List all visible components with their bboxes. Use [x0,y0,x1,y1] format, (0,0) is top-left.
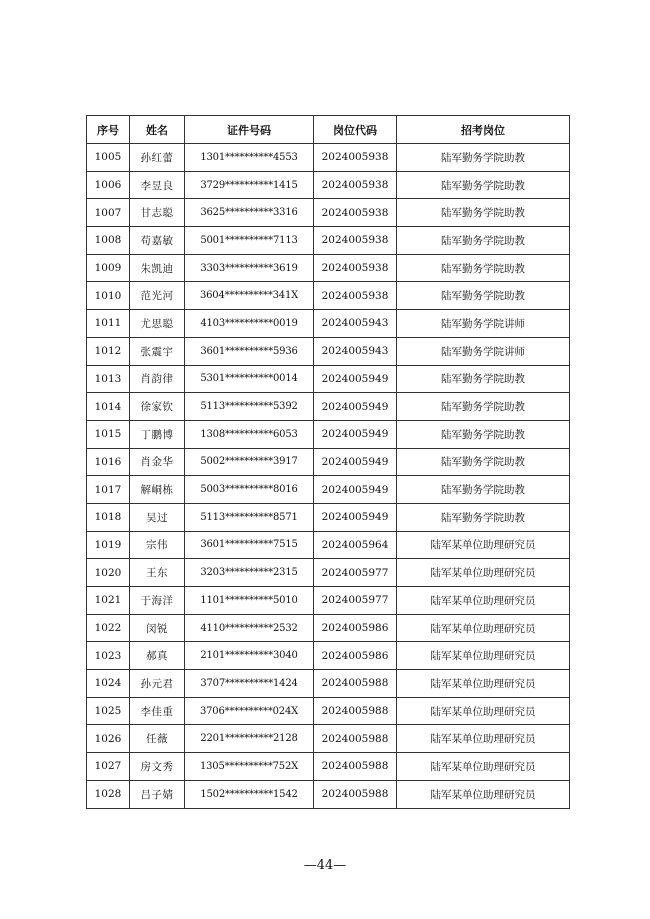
cell-index: 1025 [87,697,130,725]
cell-post-code: 2024005949 [314,503,397,531]
cell-post-code: 2024005949 [314,393,397,421]
cell-post-code: 2024005988 [314,725,397,753]
table-row [87,393,570,421]
cell-post: 陆军勤务学院助教 [397,393,570,421]
table-row [87,725,570,753]
cell-name: 范光河 [130,282,185,310]
table-row [87,310,570,338]
header-post-code: 岗位代码 [314,116,397,144]
cell-index: 1011 [87,310,130,338]
cell-post: 陆军勤务学院助教 [397,503,570,531]
cell-name: 李佳重 [130,697,185,725]
cell-post-code: 2024005988 [314,753,397,781]
cell-post: 陆军某单位助理研究员 [397,670,570,698]
cell-name: 李昱良 [130,171,185,199]
table-row [87,503,570,531]
cell-post: 陆军某单位助理研究员 [397,531,570,559]
header-post: 招考岗位 [397,116,570,144]
cell-index: 1015 [87,420,130,448]
cell-post-code: 2024005949 [314,365,397,393]
table-row [87,587,570,615]
cell-post-code: 2024005938 [314,254,397,282]
cell-name: 孙元君 [130,670,185,698]
cell-index: 1008 [87,227,130,255]
table-body [87,144,570,809]
cell-name: 闵锐 [130,614,185,642]
cell-id-number: 3203**********2315 [185,559,314,587]
cell-index: 1026 [87,725,130,753]
table-row [87,254,570,282]
cell-name: 肖金华 [130,448,185,476]
cell-post-code: 2024005938 [314,144,397,172]
cell-name: 房文秀 [130,753,185,781]
cell-name: 王东 [130,559,185,587]
cell-name: 尤思聪 [130,310,185,338]
cell-post-code: 2024005988 [314,780,397,808]
cell-post: 陆军某单位助理研究员 [397,725,570,753]
cell-name: 张震宇 [130,337,185,365]
cell-id-number: 5002**********3917 [185,448,314,476]
cell-name: 苟嘉敏 [130,227,185,255]
cell-index: 1021 [87,587,130,615]
table-row [87,476,570,504]
table-row [87,227,570,255]
header-name: 姓名 [130,116,185,144]
table-row [87,448,570,476]
table-row [87,559,570,587]
cell-id-number: 3729**********1415 [185,171,314,199]
cell-post: 陆军勤务学院助教 [397,420,570,448]
cell-index: 1024 [87,670,130,698]
cell-id-number: 5001**********7113 [185,227,314,255]
cell-post-code: 2024005977 [314,559,397,587]
cell-index: 1027 [87,753,130,781]
cell-post-code: 2024005949 [314,476,397,504]
cell-post-code: 2024005938 [314,171,397,199]
cell-name: 吴过 [130,503,185,531]
page-number: —44— [303,858,347,873]
cell-post-code: 2024005986 [314,614,397,642]
cell-post-code: 2024005949 [314,420,397,448]
cell-name: 宗伟 [130,531,185,559]
cell-post: 陆军某单位助理研究员 [397,780,570,808]
table-row [87,337,570,365]
cell-name: 肖韵律 [130,365,185,393]
cell-post: 陆军勤务学院助教 [397,476,570,504]
cell-post-code: 2024005943 [314,337,397,365]
cell-post: 陆军勤务学院讲师 [397,310,570,338]
cell-index: 1022 [87,614,130,642]
cell-id-number: 3601**********5936 [185,337,314,365]
table-row [87,171,570,199]
cell-name: 甘志聪 [130,199,185,227]
cell-index: 1020 [87,559,130,587]
cell-id-number: 1502**********1542 [185,780,314,808]
table-row [87,697,570,725]
cell-index: 1018 [87,503,130,531]
cell-post-code: 2024005977 [314,587,397,615]
table-row [87,420,570,448]
cell-post: 陆军勤务学院助教 [397,227,570,255]
table-row [87,614,570,642]
table-row [87,144,570,172]
cell-post: 陆军勤务学院讲师 [397,337,570,365]
table-row [87,365,570,393]
cell-id-number: 2201**********2128 [185,725,314,753]
cell-index: 1028 [87,780,130,808]
cell-id-number: 1101**********5010 [185,587,314,615]
cell-id-number: 5301**********0014 [185,365,314,393]
candidate-table [86,115,570,809]
cell-name: 于海洋 [130,587,185,615]
cell-name: 丁鹏博 [130,420,185,448]
cell-index: 1013 [87,365,130,393]
cell-id-number: 5113**********5392 [185,393,314,421]
cell-index: 1007 [87,199,130,227]
cell-post: 陆军某单位助理研究员 [397,697,570,725]
cell-post: 陆军勤务学院助教 [397,365,570,393]
cell-index: 1017 [87,476,130,504]
cell-index: 1019 [87,531,130,559]
cell-id-number: 3706**********024X [185,697,314,725]
cell-post: 陆军某单位助理研究员 [397,614,570,642]
table-row [87,780,570,808]
cell-index: 1016 [87,448,130,476]
cell-id-number: 4103**********0019 [185,310,314,338]
cell-id-number: 3707**********1424 [185,670,314,698]
cell-name: 朱凯迪 [130,254,185,282]
cell-post-code: 2024005988 [314,670,397,698]
cell-id-number: 5113**********8571 [185,503,314,531]
cell-id-number: 3604**********341X [185,282,314,310]
cell-id-number: 1305**********752X [185,753,314,781]
cell-index: 1006 [87,171,130,199]
cell-post-code: 2024005938 [314,282,397,310]
cell-name: 郝真 [130,642,185,670]
cell-name: 徐家钦 [130,393,185,421]
cell-name: 任薇 [130,725,185,753]
cell-index: 1010 [87,282,130,310]
cell-id-number: 3601**********7515 [185,531,314,559]
cell-post: 陆军勤务学院助教 [397,144,570,172]
cell-post: 陆军某单位助理研究员 [397,642,570,670]
table-row [87,670,570,698]
table-row [87,199,570,227]
cell-post: 陆军勤务学院助教 [397,282,570,310]
cell-post-code: 2024005938 [314,227,397,255]
cell-index: 1009 [87,254,130,282]
cell-name: 孙红蕾 [130,144,185,172]
table-row [87,282,570,310]
cell-post: 陆军勤务学院助教 [397,448,570,476]
cell-index: 1005 [87,144,130,172]
cell-index: 1012 [87,337,130,365]
cell-post: 陆军某单位助理研究员 [397,559,570,587]
cell-post: 陆军勤务学院助教 [397,254,570,282]
table-row [87,642,570,670]
table-header-row [87,116,570,144]
cell-id-number: 3303**********3619 [185,254,314,282]
cell-post: 陆军勤务学院助教 [397,199,570,227]
cell-index: 1014 [87,393,130,421]
cell-post-code: 2024005949 [314,448,397,476]
cell-index: 1023 [87,642,130,670]
cell-id-number: 1301**********4553 [185,144,314,172]
header-index: 序号 [87,116,130,144]
cell-post: 陆军某单位助理研究员 [397,753,570,781]
cell-post-code: 2024005986 [314,642,397,670]
cell-post-code: 2024005988 [314,697,397,725]
cell-id-number: 3625**********3316 [185,199,314,227]
cell-post: 陆军某单位助理研究员 [397,587,570,615]
cell-post: 陆军勤务学院助教 [397,171,570,199]
cell-name: 解峒栋 [130,476,185,504]
cell-id-number: 5003**********8016 [185,476,314,504]
cell-name: 吕子婧 [130,780,185,808]
cell-id-number: 4110**********2532 [185,614,314,642]
table-row [87,753,570,781]
cell-post-code: 2024005943 [314,310,397,338]
cell-post-code: 2024005964 [314,531,397,559]
cell-id-number: 1308**********6053 [185,420,314,448]
cell-post-code: 2024005938 [314,199,397,227]
table-row [87,531,570,559]
header-id-number: 证件号码 [185,116,314,144]
cell-id-number: 2101**********3040 [185,642,314,670]
